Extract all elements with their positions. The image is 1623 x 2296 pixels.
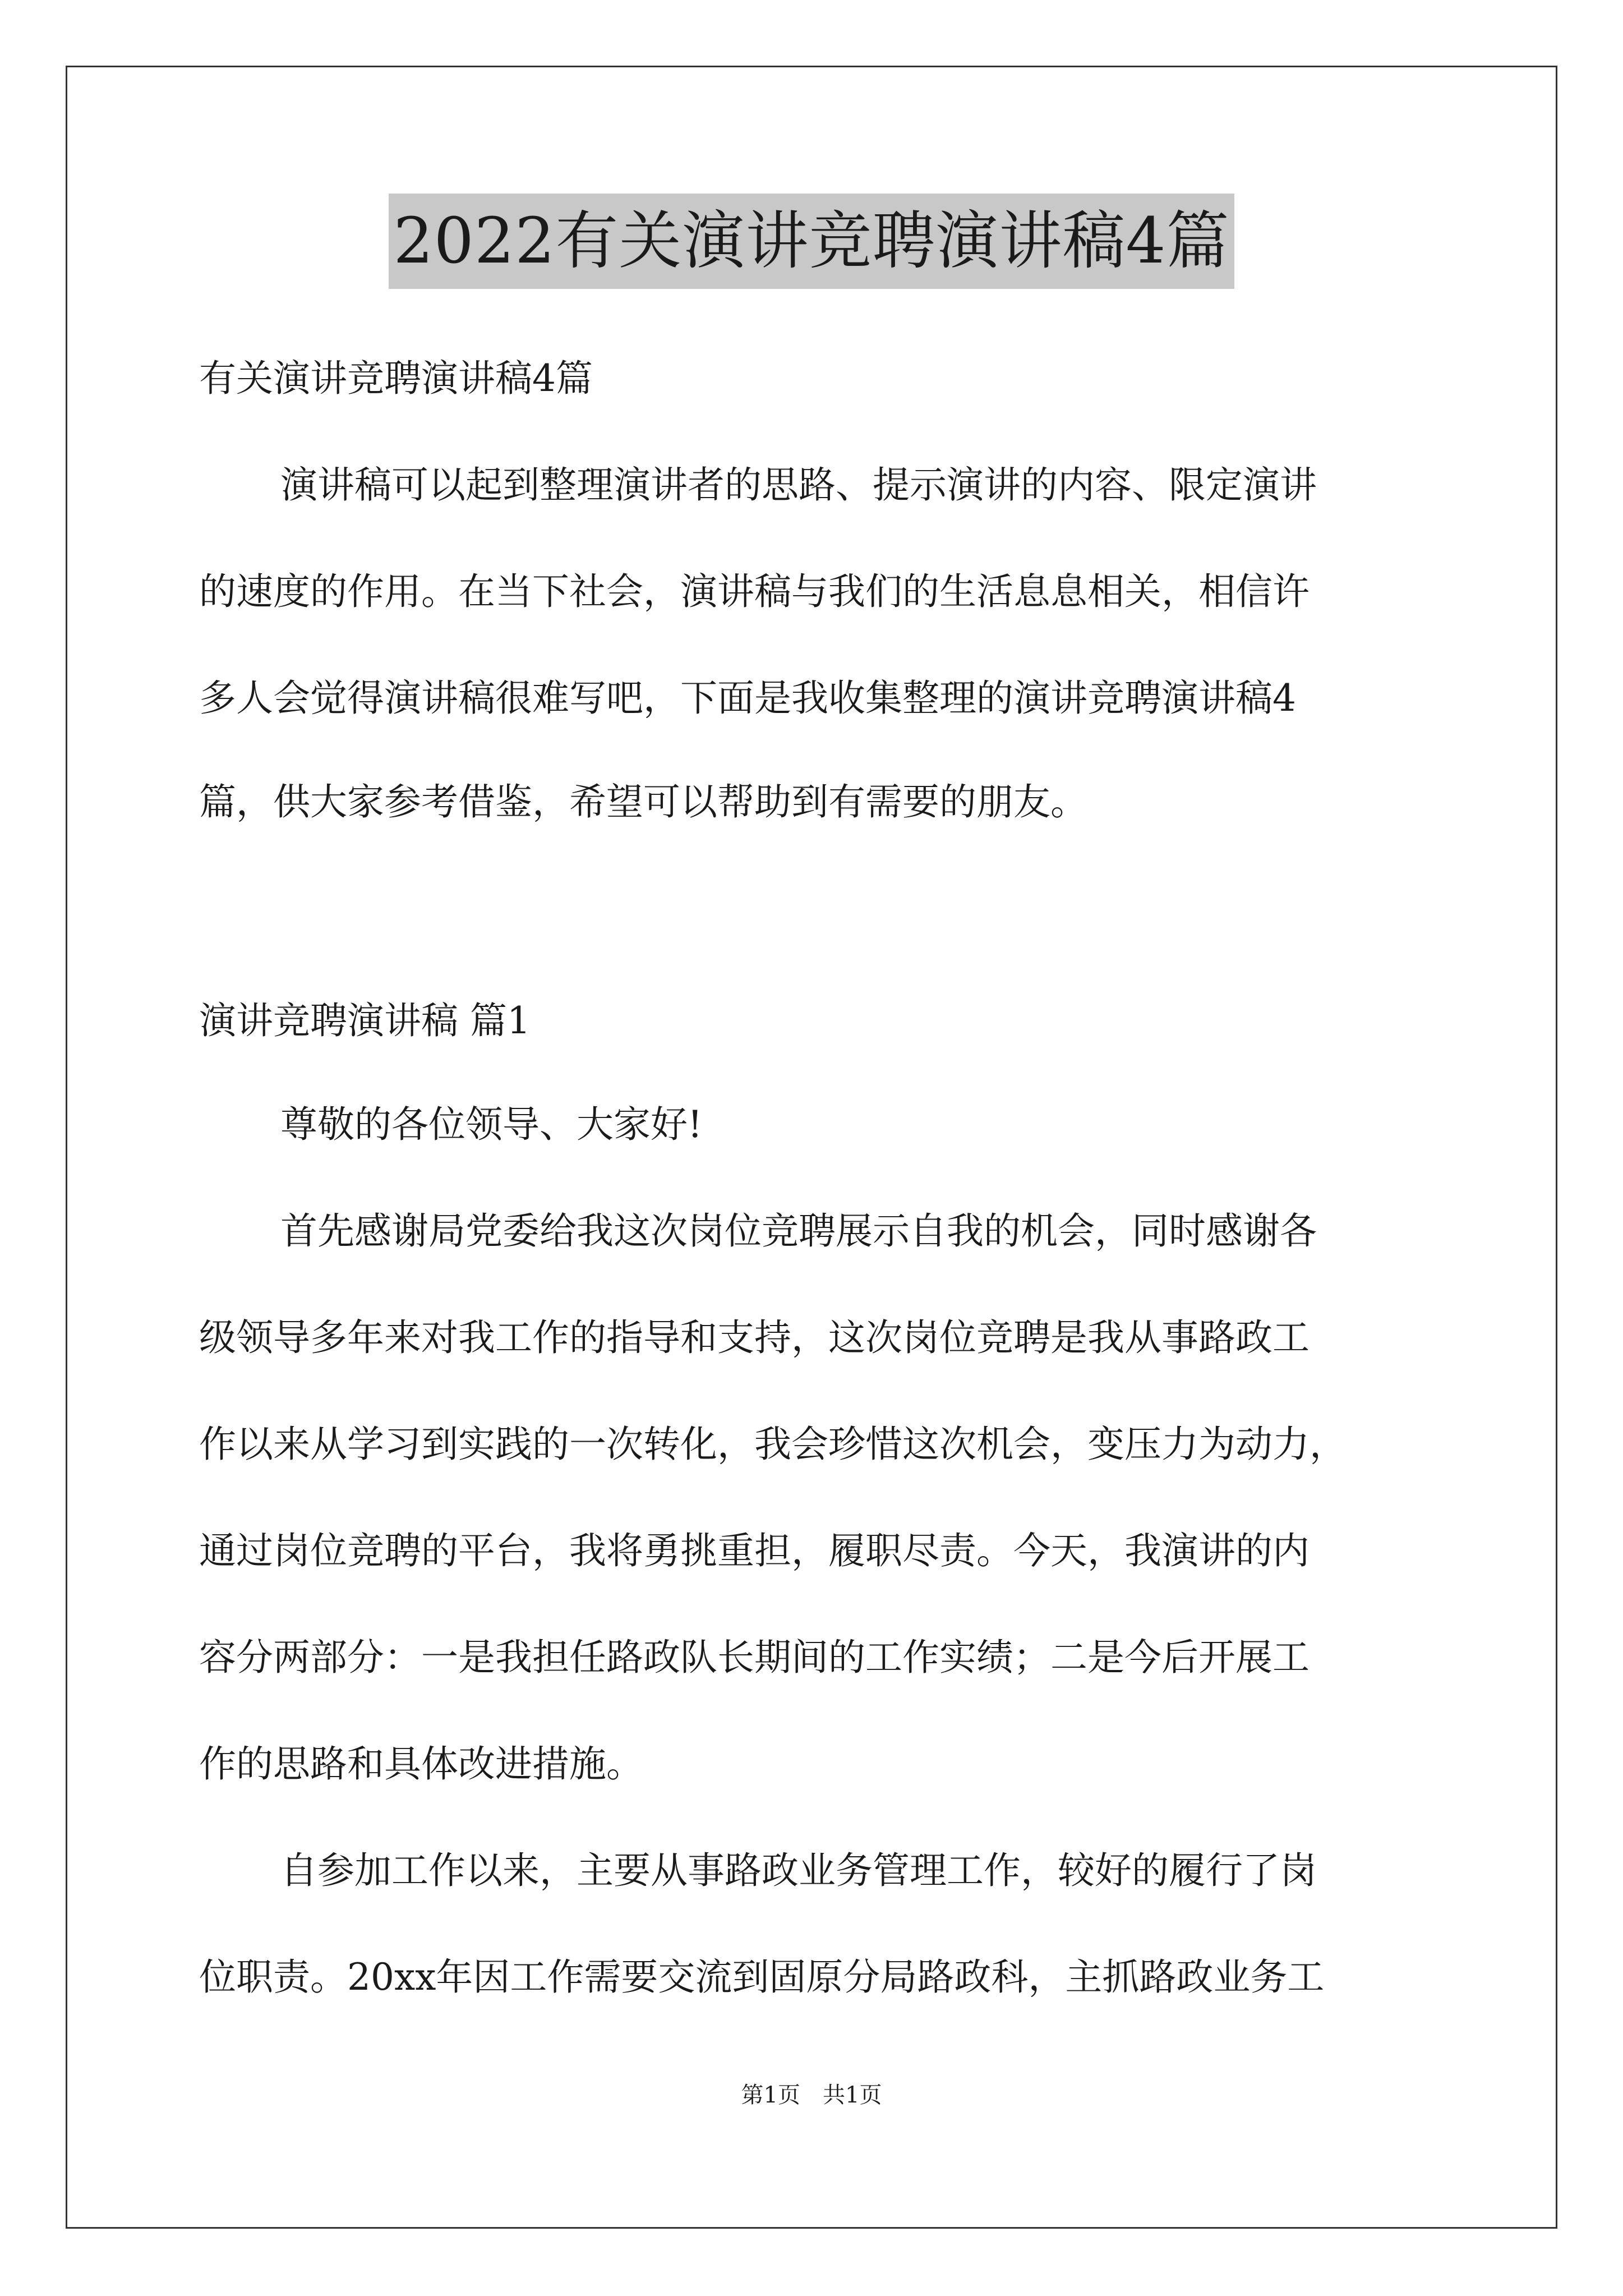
paragraph-line: 位职责。20xx年因工作需要交流到固原分局路政科，主抓路政业务工	[199, 1955, 1325, 1999]
paragraph-line: 的速度的作用。在当下社会，演讲稿与我们的生活息息相关，相信许	[199, 570, 1310, 613]
title-container	[0, 194, 1623, 289]
section-heading: 演讲竞聘演讲稿 篇1	[199, 999, 531, 1042]
paragraph-line: 自参加工作以来，主要从事路政业务管理工作，较好的履行了岗	[280, 1849, 1317, 1892]
paragraph-line: 首先感谢局党委给我这次岗位竞聘展示自我的机会，同时感谢各	[280, 1209, 1317, 1253]
paragraph-line: 尊敬的各位领导、大家好!	[280, 1103, 703, 1146]
paragraph-line: 容分两部分：一是我担任路政队长期间的工作实绩；二是今后开展工	[199, 1636, 1310, 1679]
page-footer: 第1页 共1页	[741, 2082, 882, 2108]
paragraph-line: 作以来从学习到实践的一次转化，我会珍惜这次机会，变压力为动力，	[199, 1423, 1347, 1466]
paragraph-line: 多人会觉得演讲稿很难写吧，下面是我收集整理的演讲竞聘演讲稿4	[199, 677, 1296, 720]
paragraph-line: 级领导多年来对我工作的指导和支持，这次岗位竞聘是我从事路政工	[199, 1316, 1310, 1359]
paragraph-line: 作的思路和具体改进措施。	[199, 1742, 643, 1786]
paragraph-line: 通过岗位竞聘的平台，我将勇挑重担，履职尽责。今天，我演讲的内	[199, 1529, 1310, 1572]
paragraph-line: 演讲稿可以起到整理演讲者的思路、提示演讲的内容、限定演讲	[280, 463, 1317, 507]
subtitle-line: 有关演讲竞聘演讲稿4篇	[199, 357, 593, 400]
document-title: 2022有关演讲竞聘演讲稿4篇	[389, 194, 1234, 289]
paragraph-line: 篇，供大家参考借鉴，希望可以帮助到有需要的朋友。	[199, 780, 1087, 823]
